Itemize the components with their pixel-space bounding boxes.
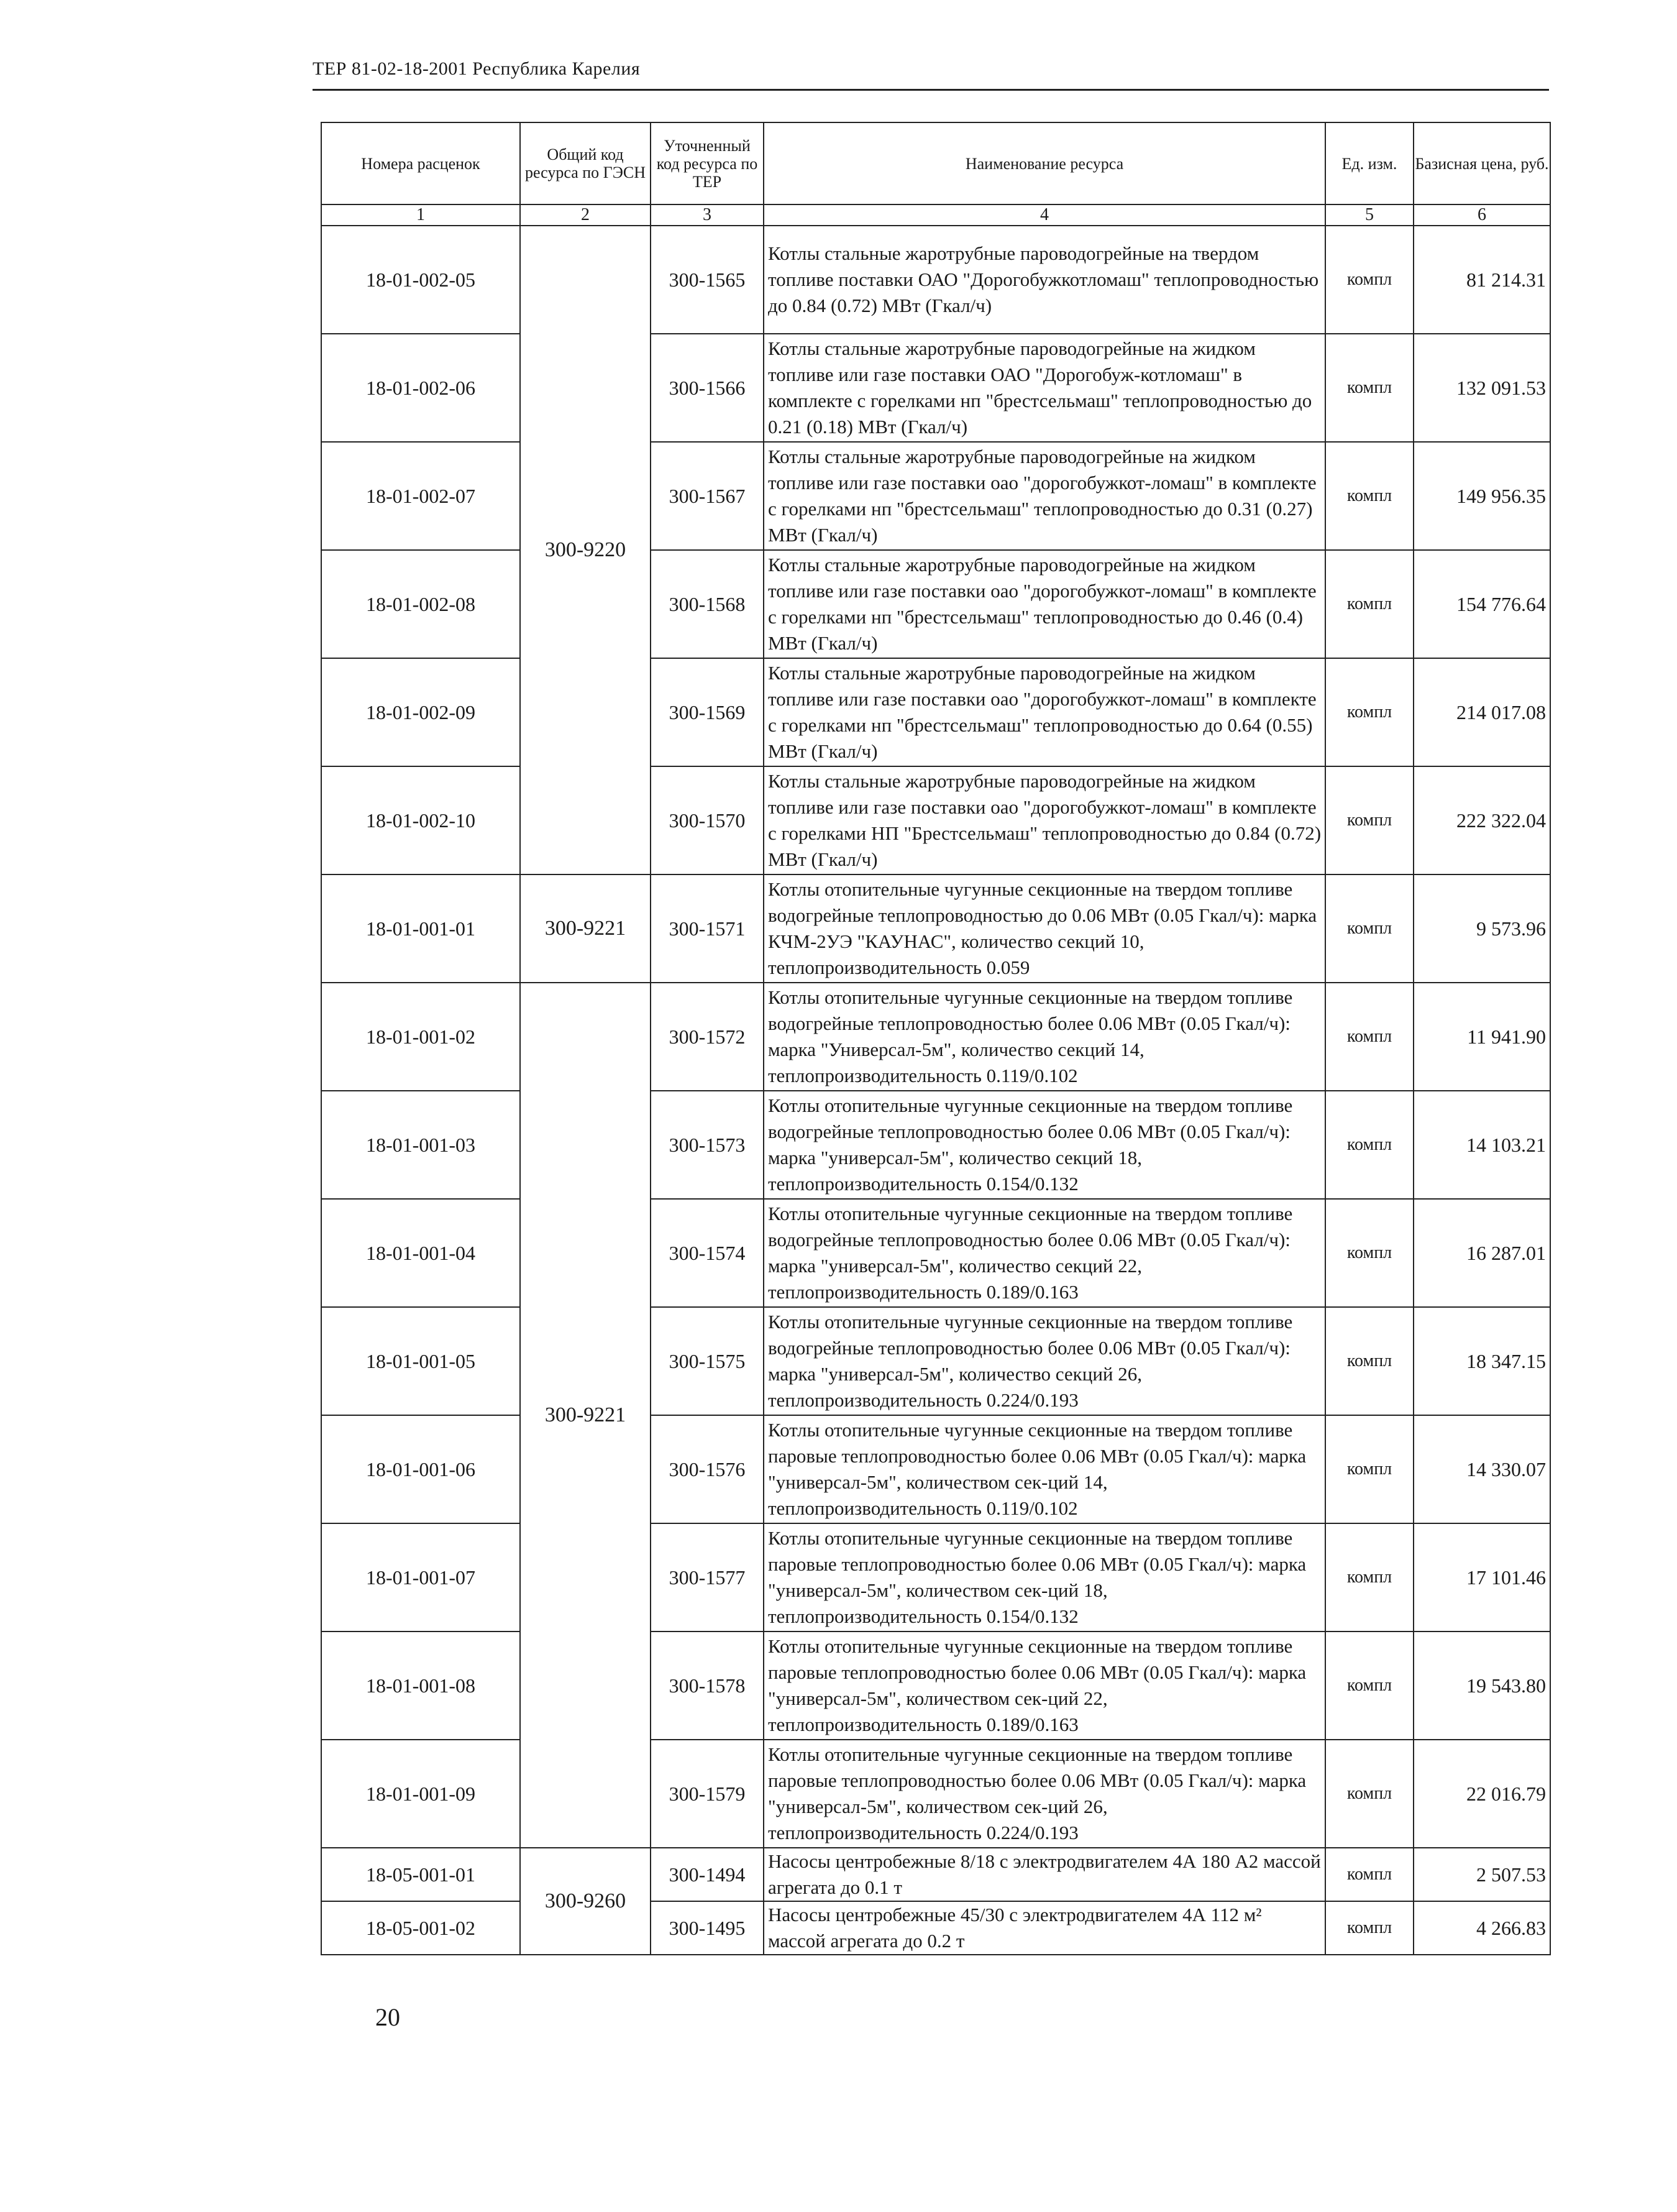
ter-code: 300-1567 [651, 442, 764, 550]
base-price: 4 266.83 [1414, 1901, 1550, 1955]
ter-code: 300-1574 [651, 1199, 764, 1307]
ter-code: 300-1565 [651, 226, 764, 334]
header-gesn-code: Общий код ресурса по ГЭСН [520, 122, 651, 204]
ter-code: 300-1566 [651, 334, 764, 442]
unit: компл [1325, 658, 1414, 766]
table-row [321, 1740, 1550, 1848]
resource-name: Котлы стальные жаротрубные пароводогрейные на твердом топливе поставки ОАО "Дорогобужкотломаш" теплопроводностью до 0.84 (0.72) МВт (Гкал/ч) [764, 226, 1325, 334]
rate-number: 18-01-002-09 [321, 658, 520, 766]
column-number: 3 [651, 204, 764, 226]
base-price: 14 103.21 [1414, 1091, 1550, 1199]
unit: компл [1325, 226, 1414, 334]
column-number: 6 [1414, 204, 1550, 226]
resource-price-table [321, 122, 1551, 1955]
base-price: 14 330.07 [1414, 1415, 1550, 1523]
header-rate: Номера расценок [321, 122, 520, 204]
rate-number: 18-01-002-05 [321, 226, 520, 334]
unit: компл [1325, 1415, 1414, 1523]
ter-code: 300-1569 [651, 658, 764, 766]
unit: компл [1325, 1091, 1414, 1199]
resource-name: Котлы отопительные чугунные секционные на твердом топливе водогрейные теплопроводностью более 0.06 МВт (0.05 Гкал/ч): марка "универсал-5м", количество секций 26, теплопроизводительность 0.224/0.193 [764, 1307, 1325, 1415]
unit: компл [1325, 1523, 1414, 1631]
page-header: ТЕР 81-02-18-2001 Республика Карелия [313, 58, 641, 79]
table-row [321, 1415, 1550, 1523]
resource-name: Котлы отопительные чугунные секционные на твердом топливе водогрейные теплопроводностью более 0.06 МВт (0.05 Гкал/ч): марка "универсал-5м", количество секций 18, теплопроизводительность 0.154/0.132 [764, 1091, 1325, 1199]
resource-name: Котлы отопительные чугунные секционные на твердом топливе паровые теплопроводностью более 0.06 МВт (0.05 Гкал/ч): марка "универсал-5м", количеством сек-ций 22, теплопроизводительность 0.189/0.163 [764, 1631, 1325, 1740]
unit: компл [1325, 874, 1414, 983]
ter-code: 300-1570 [651, 766, 764, 874]
column-number: 1 [321, 204, 520, 226]
resource-name: Котлы отопительные чугунные секционные на твердом топливе паровые теплопроводностью более 0.06 МВт (0.05 Гкал/ч): марка "универсал-5м", количеством сек-ций 14, теплопроизводительность 0.119/0.102 [764, 1415, 1325, 1523]
gesn-code-group: 300-9221 [520, 983, 651, 1848]
resource-name: Котлы отопительные чугунные секционные на твердом топливе паровые теплопроводностью более 0.06 МВт (0.05 Гкал/ч): марка "универсал-5м", количеством сек-ций 26, теплопроизводительность 0.224/0.193 [764, 1740, 1325, 1848]
rate-number: 18-01-001-03 [321, 1091, 520, 1199]
rate-number: 18-01-002-08 [321, 550, 520, 658]
rate-number: 18-05-001-02 [321, 1901, 520, 1955]
unit: компл [1325, 550, 1414, 658]
table-row [321, 983, 1550, 1091]
table-row [321, 550, 1550, 658]
unit: компл [1325, 983, 1414, 1091]
rate-number: 18-01-002-06 [321, 334, 520, 442]
table-row [321, 1091, 1550, 1199]
ter-code: 300-1579 [651, 1740, 764, 1848]
ter-code: 300-1577 [651, 1523, 764, 1631]
gesn-code-group: 300-9221 [520, 874, 651, 983]
base-price: 154 776.64 [1414, 550, 1550, 658]
rate-number: 18-05-001-01 [321, 1848, 520, 1901]
resource-name: Котлы отопительные чугунные секционные на твердом топливе водогрейные теплопроводностью более 0.06 МВт (0.05 Гкал/ч): марка "универсал-5м", количество секций 22, теплопроизводительность 0.189/0.163 [764, 1199, 1325, 1307]
unit: компл [1325, 1631, 1414, 1740]
table-header-row [321, 122, 1550, 204]
resource-name: Насосы центробежные 8/18 с электродвигателем 4А 180 А2 массой агрегата до 0.1 т [764, 1848, 1325, 1901]
header-base-price: Базисная цена, руб. [1414, 122, 1550, 204]
unit: компл [1325, 1740, 1414, 1848]
unit: компл [1325, 442, 1414, 550]
column-number-row [321, 204, 1550, 226]
base-price: 16 287.01 [1414, 1199, 1550, 1307]
rate-number: 18-01-001-06 [321, 1415, 520, 1523]
table-row [321, 334, 1550, 442]
rate-number: 18-01-001-07 [321, 1523, 520, 1631]
base-price: 9 573.96 [1414, 874, 1550, 983]
ter-code: 300-1578 [651, 1631, 764, 1740]
table-row [321, 226, 1550, 334]
column-number: 2 [520, 204, 651, 226]
resource-name: Котлы отопительные чугунные секционные на твердом топливе паровые теплопроводностью более 0.06 МВт (0.05 Гкал/ч): марка "универсал-5м", количеством сек-ций 18, теплопроизводительность 0.154/0.132 [764, 1523, 1325, 1631]
resource-name: Котлы стальные жаротрубные пароводогрейные на жидком топливе или газе поставки оао "дорогобужкот-ломаш" в комплекте с горелками НП "Брестсельмаш" теплопроводностью до 0.84 (0.72) МВт (Гкал/ч) [764, 766, 1325, 874]
unit: компл [1325, 1901, 1414, 1955]
base-price: 149 956.35 [1414, 442, 1550, 550]
header-rule [313, 89, 1549, 91]
unit: компл [1325, 766, 1414, 874]
table-row [321, 874, 1550, 983]
base-price: 18 347.15 [1414, 1307, 1550, 1415]
column-number: 4 [764, 204, 1325, 226]
resource-name: Котлы стальные жаротрубные пароводогрейные на жидком топливе или газе поставки ОАО "Дорогобуж-котломаш" в комплекте с горелками нп "брестсельмаш" теплопроводностью до 0.21 (0.18) МВт (Гкал/ч) [764, 334, 1325, 442]
table-row [321, 442, 1550, 550]
ter-code: 300-1568 [651, 550, 764, 658]
rate-number: 18-01-001-01 [321, 874, 520, 983]
resource-name: Котлы отопительные чугунные секционные на твердом топливе водогрейные теплопроводностью до 0.06 МВт (0.05 Гкал/ч): марка КЧМ-2УЭ "КАУНАС", количество секций 10, теплопроизводительность 0.059 [764, 874, 1325, 983]
resource-name: Насосы центробежные 45/30 с электродвигателем 4А 112 м² массой агрегата до 0.2 т [764, 1901, 1325, 1955]
rate-number: 18-01-001-08 [321, 1631, 520, 1740]
unit: компл [1325, 1307, 1414, 1415]
unit: компл [1325, 334, 1414, 442]
base-price: 19 543.80 [1414, 1631, 1550, 1740]
base-price: 22 016.79 [1414, 1740, 1550, 1848]
resource-name: Котлы стальные жаротрубные пароводогрейные на жидком топливе или газе поставки оао "дорогобужкот-ломаш" в комплекте с горелками нп "брестсельмаш" теплопроводностью до 0.64 (0.55) МВт (Гкал/ч) [764, 658, 1325, 766]
gesn-code-group: 300-9260 [520, 1848, 651, 1955]
ter-code: 300-1573 [651, 1091, 764, 1199]
rate-number: 18-01-002-10 [321, 766, 520, 874]
ter-code: 300-1571 [651, 874, 764, 983]
resource-name: Котлы отопительные чугунные секционные на твердом топливе водогрейные теплопроводностью более 0.06 МВт (0.05 Гкал/ч): марка "Универсал-5м", количество секций 14, теплопроизводительность 0.119/0.102 [764, 983, 1325, 1091]
table-row [321, 1199, 1550, 1307]
table-row [321, 1307, 1550, 1415]
base-price: 81 214.31 [1414, 226, 1550, 334]
ter-code: 300-1494 [651, 1848, 764, 1901]
table-row [321, 1848, 1550, 1901]
table-row [321, 1631, 1550, 1740]
unit: компл [1325, 1199, 1414, 1307]
ter-code: 300-1572 [651, 983, 764, 1091]
rate-number: 18-01-001-05 [321, 1307, 520, 1415]
base-price: 222 322.04 [1414, 766, 1550, 874]
gesn-code-group: 300-9220 [520, 226, 651, 874]
base-price: 17 101.46 [1414, 1523, 1550, 1631]
page-number: 20 [375, 2003, 400, 2031]
ter-code: 300-1576 [651, 1415, 764, 1523]
table-row [321, 1523, 1550, 1631]
resource-name: Котлы стальные жаротрубные пароводогрейные на жидком топливе или газе поставки оао "дорогобужкот-ломаш" в комплекте с горелками нп "брестсельмаш" теплопроводностью до 0.46 (0.4) МВт (Гкал/ч) [764, 550, 1325, 658]
header-unit: Ед. изм. [1325, 122, 1414, 204]
table-row [321, 766, 1550, 874]
column-number: 5 [1325, 204, 1414, 226]
rate-number: 18-01-002-07 [321, 442, 520, 550]
ter-code: 300-1575 [651, 1307, 764, 1415]
header-resource-name: Наименование ресурса [764, 122, 1325, 204]
header-ter-code: Уточненный код ресурса по ТЕР [651, 122, 764, 204]
base-price: 11 941.90 [1414, 983, 1550, 1091]
unit: компл [1325, 1848, 1414, 1901]
rate-number: 18-01-001-04 [321, 1199, 520, 1307]
ter-code: 300-1495 [651, 1901, 764, 1955]
rate-number: 18-01-001-02 [321, 983, 520, 1091]
base-price: 132 091.53 [1414, 334, 1550, 442]
resource-name: Котлы стальные жаротрубные пароводогрейные на жидком топливе или газе поставки оао "дорогобужкот-ломаш" в комплекте с горелками нп "брестсельмаш" теплопроводностью до 0.31 (0.27) МВт (Гкал/ч) [764, 442, 1325, 550]
base-price: 2 507.53 [1414, 1848, 1550, 1901]
table-row [321, 658, 1550, 766]
rate-number: 18-01-001-09 [321, 1740, 520, 1848]
table-row [321, 1901, 1550, 1955]
base-price: 214 017.08 [1414, 658, 1550, 766]
